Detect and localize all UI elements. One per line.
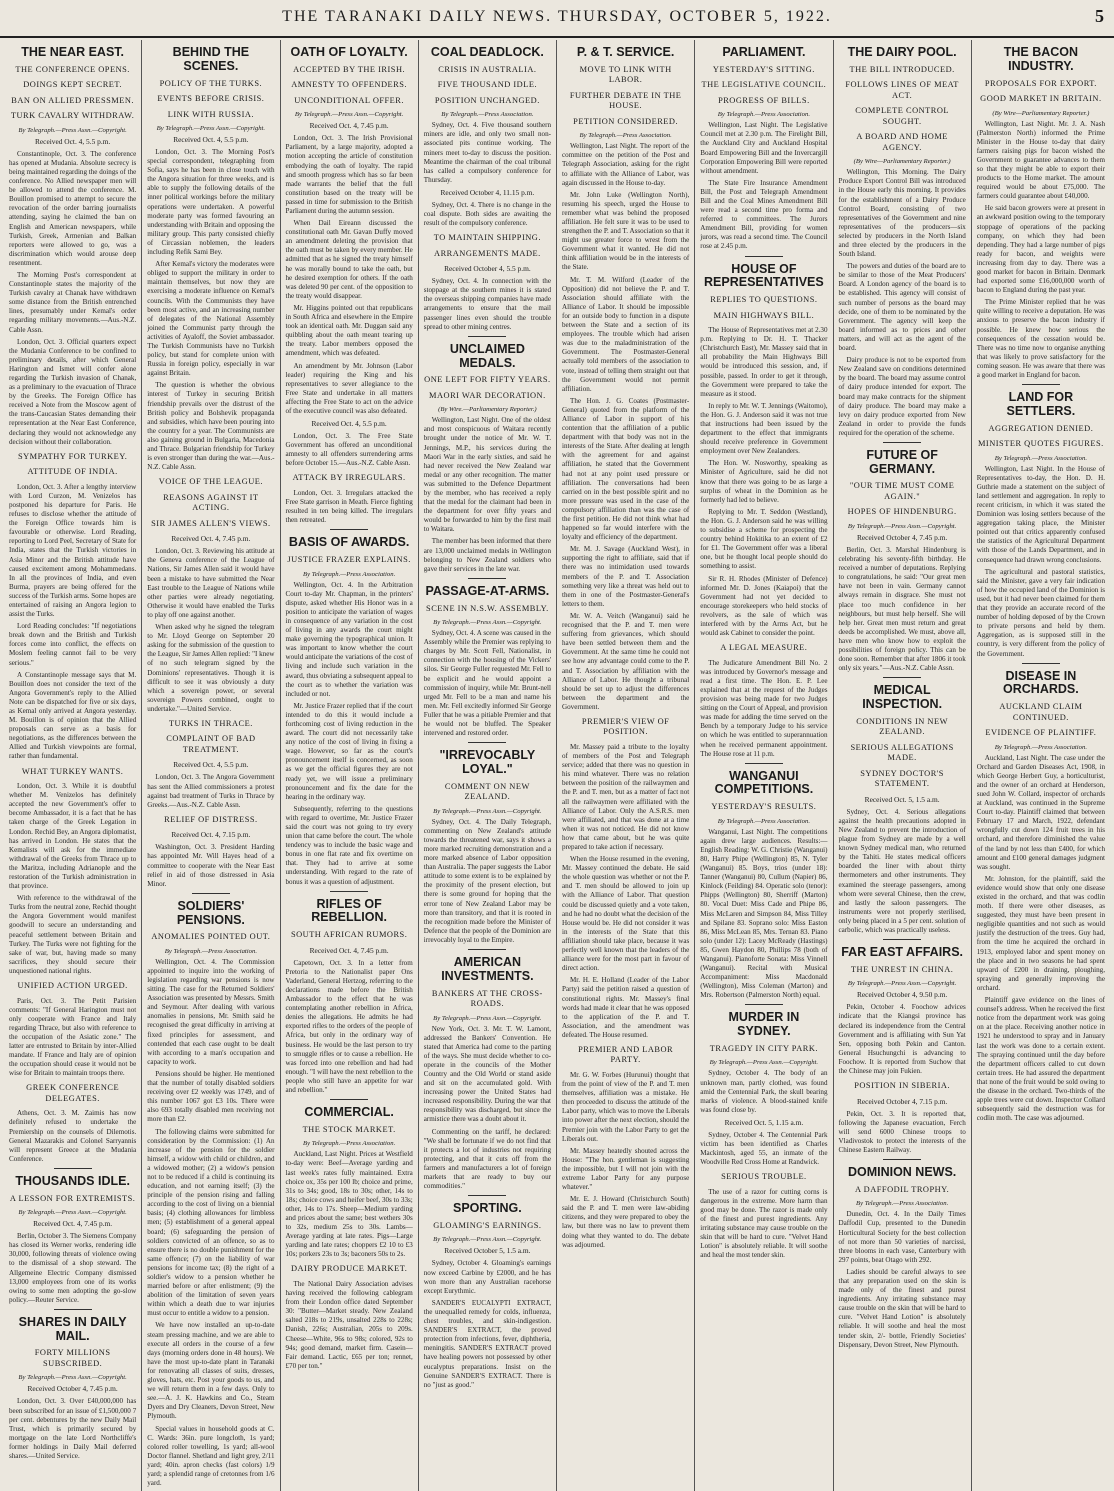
sub-heading: MINISTER QUOTES FIGURES. <box>977 439 1104 449</box>
sub-heading: GOOD MARKET IN BRITAIN. <box>980 94 1102 103</box>
received-line: Received Oct. 4, 7.45 p.m. <box>309 121 389 131</box>
article-headline: AMERICAN INVESTMENTS. <box>441 955 534 983</box>
paragraph: London, Oct. 3. While it is doubtful whether M. Venizelos has definitely accepted the new Government's offer to become Ambassador, it is a fact that he has taken charge of the Greek Legation in London. Rechid Bey, an Angora diplomatist, has arrived in London. He states that the Kemalists will ask for the immediate withdrawal of the Greeks from Thrace up to the Maritza, including Adrianople and the restoration of the Turkish administration in that province. <box>9 782 137 891</box>
received-line: Received Oct. 4, 5.5 p.m. <box>34 136 111 146</box>
divider <box>745 256 783 257</box>
received-line: Received October 4, 7.15 p.m. <box>856 1096 948 1106</box>
paragraph: Sydney, October 4. The Centennial Park victim has been identified as Charles Mackintosh, aged 55, an inmate of the Woodville Red Cross Home at Randwick. <box>700 1130 828 1167</box>
article-headline: DOMINION NEWS. <box>847 1165 957 1180</box>
paragraph: Constantinople, Oct. 3. The conference has opened at Mudania. Absolute secrecy is being maintained regarding the doings of the conference. No Allied newspaper men will be allowed to attend the conference. M. Bouillon promised to attempt to secure the revocation of the order barring journalists attending, saying he claimed the ban on English and American newspapers, while Turkish, Greek, Armenian and Balkan reporters were allowed to go, was a discrimination which would arouse deep resentment. <box>9 149 137 267</box>
article-headline: BASIS OF AWARDS. <box>288 535 410 550</box>
article-headline: THE NEAR EAST. <box>21 45 125 59</box>
paragraph: The powers and duties of the board are to be similar to those of the Meat Producers' Board. A London agency of the board is to be established. This agency will consist of such number of persons as the board may decide, one of them to be nominated by the Government. The agency will keep the board informed as to prices and other matters, and will act as the agent of the board. <box>838 262 966 353</box>
dateline: (By Wire.—Parliamentary Reporter.) <box>438 406 537 414</box>
dateline: By Telegraph.—Press Assn.—Copyright. <box>709 1059 819 1067</box>
paragraph: Commenting on the tariff, he declared: "We shall be fortunate if we do not find that it protects a lot of industries not requiring protecting, and that it cuts off from the farmers and manufacturers a lot of foreign markets that are ready to buy our commodities." <box>423 1127 551 1191</box>
sub-heading: CONDITIONS IN NEW ZEALAND. <box>856 716 949 737</box>
paragraph: With reference to the withdrawal of the Turks from the neutral zone, Rechid thought the Angora Government would manifest goodwill to secure an understanding and peaceful settlement between Britain and Turkey. The Turks were not fighting for the sake of war, but, having made so many sacrifices, they should secure their unquestioned national rights. <box>9 894 137 975</box>
received-line: Received Oct. 4, 7.15 p.m. <box>171 830 251 840</box>
sub-heading: FURTHER DEBATE IN THE HOUSE. <box>569 90 682 111</box>
article-headline: UNCLAIMED MEDALS. <box>449 341 525 370</box>
divider <box>883 1159 921 1160</box>
paragraph: The following claims were submitted for consideration by the Commission: (1) An increase of the pension for the soldier himself, a widow with child or children, and a widowed mother; (2) a widow's pension not to be reduced if a child is continuing its education, and not earning itself; (3) the principle of the pension rising and falling according to the cost of living on a biennial basis; (4) clothing allowances for limbless men; (5) establishment of a general appeal board; (6) safeguarding the pension of soldiers convicted of an offence, so as to ensure there is no double punishment for the same offence; (7) on the liability of war pensions for income tax; (8) the right of a soldier's widow to a pension whether he married before or after enlistment; (9) the abolition of the limitation of seven years within which a death due to war injuries must occur to entitle a widow to a pension. <box>147 1127 275 1318</box>
paragraph: The Judicature Amendment Bill No. 2 was introduced by Governor's message and read a first time. The Hon. E. P. Lee explained that at the request of the Judges provision was being made for two Judges sitting on the Court of Appeal, and provision was made for adding the time served on the Bench by a temporary Judge to his service on which he was entitled to superannuation when he received permanent appointment. The House rose at 11 p.m. <box>700 658 828 758</box>
received-line: Received Oct. 4, 7.45 p.m. <box>309 945 389 955</box>
dateline: By Telegraph.—Press Association. <box>717 817 810 825</box>
sub-heading: YESTERDAY'S SITTING. <box>712 64 815 74</box>
sub-heading: UNIFIED ACTION URGED. <box>17 981 128 991</box>
sub-heading: SCENE IN N.S.W. ASSEMBLY. <box>426 603 549 613</box>
sub-heading: ATTACK BY IRREGULARS. <box>292 473 406 483</box>
paragraph: Dairy produce is not to be exported from New Zealand save on conditions determined by the board. The board may assume control of dairy produce intended for export. The board may make contracts for the shipment of dairy produce. The board may make a levy on dairy produce exported from New Zealand in order to provide the funds required for the operation of the scheme. <box>838 356 966 437</box>
sub-heading: "OUR TIME MUST COME AGAIN." <box>849 481 955 501</box>
sub-heading: COMPLAINT OF BAD TREATMENT. <box>166 734 256 754</box>
sub-heading: COMMENT ON NEW ZEALAND. <box>444 781 530 802</box>
columns-area <box>4 40 1110 1488</box>
sub-heading: HOPES OF HINDENBURG. <box>847 507 957 517</box>
column-6 <box>695 40 833 1491</box>
dateline: (By Wire—Parliamentary Reporter.) <box>853 158 951 166</box>
sub-heading: THE CONFERENCE OPENS. <box>15 64 130 74</box>
column-1 <box>4 40 142 1491</box>
dateline: By Telegraph.—Press Association. <box>164 947 257 955</box>
paragraph: London, Oct. 3. Reviewing his attitude at the Geneva conference of the League of Nations, Sir James Allen said it would have been a mistake to have submitted the Near East trouble to the League of Nations while other parties were already negotiating. Otherwise it would have enabled the Turks to play off one against another. <box>147 547 275 619</box>
article-headline: SPORTING. <box>452 1201 522 1216</box>
paragraph: Mr. Massey heatedly shouted across the House: "The hon. gentleman is suggesting the impossible, but I will not join with the extreme Labor Party for any purpose whatever." <box>562 1146 690 1192</box>
paragraph: Auckland, Last Night. The case under the Orchard and Garden Diseases Act, 1908, in which George Herbert Guy, a horticulturist, and the owner of an orchard at Henderson, sued John W. Collard, inspector of orchards at Auckland, was continued in the Supreme Court to-day. Plaintiff claimed that between February 17 and March, 1922, defendant wrongfully cut down 124 fruit trees in his orchard, and therefore diminished the value of the land by not less than £400, for which amount and £100 general damages judgment was sought. <box>976 753 1105 871</box>
dateline: By Telegraph.—Press Assn.—Copyright. <box>294 111 404 119</box>
sub-heading: ONE LEFT FOR FIFTY YEARS. <box>424 375 551 385</box>
paragraph: London, Oct. 3. Over £40,000,000 has been subscribed for an issue of £1,500,000 7 per cent. debentures by the new Daily Mail Trust, which is primarily secured by mortgage on the late Lord Northcliffe's former holdings in Daily Mail deferred shares.—United Service. <box>9 1397 137 1460</box>
sub-heading: POSITION IN SIBERIA. <box>854 1081 951 1091</box>
dateline: By Telegraph.—Press Association. <box>302 570 396 578</box>
paragraph: A Constantinople message says that M. Bouillon does not consider the text of the Angora Government's reply to the Allied Note can be dispatched for five or six days, as Kemal only arrived at Angora yesterday. M. Bouillon is of opinion that the Allied proposals can serve as a basis for negotiations, as the differences between the Allied and Turkish viewpoints are formal, rather than fundamental. <box>9 670 137 761</box>
sub-heading: POLICY OF THE TURKS. <box>159 78 263 88</box>
paragraph: The House of Representatives met at 2.30 p.m. Replying to Dr. H. T. Thacker (Christchurch East), Mr. Massey said that in all probability the Main Highways Bill would be introduced this session, and, if possible, passed. In order to get it through, the Government were prepared to take the measure as it stood. <box>700 326 828 398</box>
sub-heading: RELIEF OF DISTRESS. <box>164 814 258 824</box>
sub-heading: AUCKLAND CLAIM CONTINUED. <box>999 702 1083 722</box>
paragraph: London, Oct. 3. The Free State Government has offered an unconditional amnesty to all offenders surrendering arms before October 15.—Aus.-N.Z. Cable Assn. <box>285 432 413 468</box>
dateline: By Telegraph.—Press Assn.—Copyright. <box>18 126 127 134</box>
paragraph: London, Oct. 3. Irregulars attacked the Free State garrison in Meath. Fierce fighting resulted in ten being killed. The irregulars then retreated. <box>285 488 413 525</box>
divider <box>330 891 368 892</box>
article-headline: COMMERCIAL. <box>304 1105 394 1120</box>
dateline: By Telegraph.—Press Assn.—Copyright. <box>433 619 542 627</box>
paragraph: New York, Oct. 3. Mr. T. W. Lamont, addressed the Bankers' Convention. He stated that America had come to the parting of the ways. She must decide whether to co-operate in the councils of the Mother Country and the Old World or stand aside and sit on the accumulated gold. With increasing power the United States had increased responsibility. During the war that responsibility was discharged, but since the armistice there was a doubt about it. <box>423 1024 551 1124</box>
paragraph: The Prime Minister replied that he was quite willing to receive a deputation. He was anxious to preserve the bacon industry if possible. He knew how serious the consequences of the cessation would be. There was no time now to organise anything that was likely to prove satisfactory for the coming season. He was aware that there was a good market in England for bacon. <box>976 298 1105 380</box>
column-5 <box>557 40 695 1491</box>
paragraph: Mr. Massey paid a tribute to the loyalty of members of the Post and Telegraph service; added that there was no question in his mind whatever. There was no relation between the position of the railwaymen and the P. and T. men, but as a matter of fact not all the railwaymen were affiliated with the Alliance of Labor. Only the A.S.R.S. men were affiliated, and that was done at a time when it was not noticed. He did not know how that came about, but he was quite prepared to take action if necessary. <box>562 742 690 851</box>
sub-heading: EVENTS BEFORE CRISIS. <box>157 94 265 103</box>
sub-heading: GREEK CONFERENCE DELEGATES. <box>26 1083 120 1103</box>
column-3 <box>281 40 419 1491</box>
paragraph: The member has been informed that there are 13,000 unclaimed medals in Wellington belonging to New Zealand soldiers who gave their services in the late war. <box>423 537 551 573</box>
sub-heading: SERIOUS TROUBLE. <box>721 1172 807 1182</box>
article-headline: SHARES IN DAILY MAIL. <box>18 1314 127 1343</box>
article-headline: PARLIAMENT. <box>722 45 806 59</box>
dateline: By Telegraph.—Press Assn.—Copyright. <box>433 807 542 815</box>
newspaper-title: THE TARANAKI DAILY NEWS. THURSDAY, OCTOBER 5, 1922. <box>282 8 832 25</box>
article-headline: PASSAGE-AT-ARMS. <box>425 583 550 598</box>
dateline: By Telegraph.—Press Assn.—Copyright. <box>156 125 266 132</box>
paragraph: The Hon. W. Nosworthy, speaking as Minister of Agriculture, said he did not know that there was going to be as large a surplus of wheat in the Dominion as he formerly had led to believe. <box>700 459 828 504</box>
paragraph: Mr. T. M. Wilford (Leader of the Opposition) did not believe the P. and T. Association should affiliate with the Alliance of Labor. It should be impossible for an outside body to function in a dispute between the State and a section of its employees. The trouble which had arisen was due to the maladministration of the Government. The Postmaster-General actually told members of the association to vote, instead of telling them straight out that the Government would not permit affiliation. <box>562 275 690 393</box>
divider <box>1022 384 1060 385</box>
paragraph: Wellington, Oct. 4. The Commission appointed to inquire into the working of legislation regarding war pensions is now sitting. The case for the Returned Soldiers' Association was presented by Messrs. Smith and Seymour. After dealing with various anomalies in pensions, Mr. Smith said he recognised the great difficulty in arriving at fixed principles for assessment, and contended that each case ought to be dealt with according to a man's occupation and capacity to work. <box>147 957 275 1066</box>
paragraph: London, Oct. 3. The Morning Post's special correspondent, telegraphing from Sofia, says he has been in close touch with the Angora situation for three weeks, and is able to supply the following details of the inner political workings before the military operations were undertaken. A powerful moderate party was formed favouring an understanding with Britain and opposing the military group. This party consisted chiefly of Circassian noblemen, the leaders including Refik Sami Bey. <box>147 148 275 257</box>
sub-heading: PROGRESS OF BILLS. <box>718 95 810 105</box>
sub-heading: FIVE THOUSAND IDLE. <box>437 80 538 90</box>
sub-heading: THE UNREST IN CHINA. <box>850 964 954 974</box>
divider <box>745 1004 783 1005</box>
paragraph: Mr. G. W. Forbes (Hurunui) thought that from the point of view of the P. and T. men themselves, affiliation was a mistake. He then proceeded to discuss the attitude of the Labor party, which was to move the Liberals into power after the next election, should the Premier join with the Labor Party to get the Liberals out. <box>562 1070 690 1143</box>
paragraph: Sydney, October 4. Gloaming's earnings now exceed Carbine by £2000, and he has won more than any Australian racehorse except Eurythmic. <box>423 1259 551 1295</box>
article-headline: FUTURE OF GERMANY. <box>866 447 938 476</box>
paragraph: SANDER'S EUCALYPTI EXTRACT, the unequalled remedy for colds, influenza, chest troubles, and skin-indigestion. SANDER'S EXTRACT, the proved protection from infections, fever, diphtheria, meningitis. SANDER'S EXTRACT proved have healing powers not possessed by other eucalyptus preparations. Insist on the Genuine SANDER'S EXTRACT. There is no "just as good." <box>423 1298 551 1389</box>
received-line: Received Oct. 5, 1.5 a.m. <box>864 794 940 804</box>
article-headline: LAND FOR SETTLERS. <box>1006 390 1076 418</box>
paragraph: Ladies should be careful always to see that any preparation used on the skin is made only of the finest and purest ingredients. Any irritating substance may cause trouble on the skin that will be hard to cure. "Velvet Hand Lotion" is absolutely reliable. It will soothe and heal the most tender skin, 2/- bottle, Friendly Societies' Dispensary, Devon Street, New Plymouth. <box>838 1267 966 1349</box>
sub-heading: PREMIER'S VIEW OF POSITION. <box>581 716 670 737</box>
sub-heading: MAIN HIGHWAYS BILL. <box>713 310 815 320</box>
sub-heading: THE BILL INTRODUCED. <box>849 64 955 74</box>
received-line: Received Oct. 4, 7.45 p.m. <box>33 1219 113 1229</box>
sub-heading: SIR JAMES ALLEN'S VIEWS. <box>151 518 271 528</box>
sub-heading: UNCONDITIONAL OFFER. <box>294 95 404 105</box>
sub-heading: MAORI WAR DECORATION. <box>429 390 546 400</box>
paragraph: Lord Reading concludes: "If negotiations break down and the British and Turkish forces come into conflict, the effects on Moslem feeling cannot fail to be very serious." <box>9 622 137 667</box>
divider <box>54 1168 92 1169</box>
sub-heading: BANKERS AT THE CROSS-ROADS. <box>431 988 543 1009</box>
sub-heading: TURK CAVALRY WITHDRAW. <box>10 111 135 121</box>
paragraph: The National Dairy Association advises having received the following cablegram from their London office dated September 30: "Butter—Market steady. New Zealand salted 218s to 219s, unsalted 228s to 228s; Danish, 226s; Australian, 205s to 209s. Cheese—White, 96s to 98s; colored, 92s to 94s; good demand, market firm. Casein—Fair demand. Lactic, £65 per ton; rennet, £70 per ton." <box>285 1279 413 1370</box>
sub-heading: PROPOSALS FOR EXPORT. <box>984 78 1097 88</box>
sub-heading: THE STOCK MARKET. <box>302 1124 396 1134</box>
sub-heading: DAIRY PRODUCE MARKET. <box>290 1264 408 1274</box>
paragraph: The Hon. J. G. Coates (Postmaster-General) quoted from the platform of the Alliance of Labor in support of his contention that the affiliation of a public department with that body was not in the interests of the State. After dealing at length with the agreement for and against affiliation, he stated that the Government had not at any point used pressure or affiliation. The conversations had been carried on in the best possible spirit and no more pressure was used in the case of the compulsory affiliation than was the case of the first petition. He did not think what had happened so far would interfere with the loyalty and efficiency of the department. <box>562 396 690 542</box>
paragraph: Sydney, Oct. 4. In connection with the stoppage at the southern mines it is stated the overseas shipping companies have made arrangements to ensure that the mail passenger lines even should the trouble spread to other mining centres. <box>423 277 551 331</box>
article-headline: HOUSE OF REPRESENTATIVES <box>704 261 824 290</box>
paragraph: Mr. Higgins pointed out that republicans in South Africa and elsewhere in the Empire took an identical oath. Mr. Duggan said any quibbling about the oath meant tearing up the treaty. Labor members opposed the amendment, which was defeated. <box>285 303 413 358</box>
sub-heading: REASONS AGAINST IT ACTING. <box>163 492 259 513</box>
column-2 <box>142 40 280 1491</box>
received-line: Received Oct. 4, 5.5 p.m. <box>173 760 249 770</box>
paragraph: Pensions should be higher. He mentioned that the number of totally disabled soldiers receiving over £2 weekly was 1749, and of this number 1067 got £3 10s. There were also 693 totally disabled men receiving not more than £2. <box>147 1069 275 1124</box>
sub-heading: VOICE OF THE LEAGUE. <box>158 477 264 487</box>
received-line: Received Oct. 4, 5.5 p.m. <box>173 135 249 144</box>
dateline: By Telegraph.—Press Association. <box>441 111 534 119</box>
paragraph: Paris, Oct. 3. The Petit Parisien comments: "If General Harington must not only cooperate with France and Italy regarding Thrace, but also with reference to the occupation of the Asiatic zone." The latter are entrusted to Britain by inter-Allied mandate. If France and Italy are of opinion the occupation should cease it would not be wise for Britain to maintain troops there. <box>9 996 137 1078</box>
sub-heading: AMNESTY TO OFFENDERS. <box>291 80 407 90</box>
paragraph: Pekin, Oct. 3. It is reported that, following the Japanese evacuation, Ferch will send 6000 Chinese troops to Vladivostok to protect the interests of the Chinese Eastern Railway. <box>838 1109 966 1154</box>
paragraph: London, Oct. 3. After a lengthy interview with Lord Curzon, M. Venizelos has postponed his departure for Paris. He refuses to disclose whether the attitude of the Foreign Office towards him is favourable or otherwise. Lord Reading, reporting to Lord Peel, Secretary of State for India, states that the Turkish victories in Asia Minor and the British attitude have caused excitement among Mohammedans. In all the provinces of India, and even Burma, prayers are being offered for the success of the Turkish arms. Some hopes are entertained of raising an Angora legion to assist the Turks. <box>9 482 137 619</box>
sub-heading: WHAT TURKEY WANTS. <box>21 766 124 776</box>
sub-heading: AGGREGATION DENIED. <box>988 423 1094 433</box>
article-headline: WANGANUI COMPETITIONS. <box>714 768 814 797</box>
received-line: Received Oct. 4, 5.5 p.m. <box>311 419 387 429</box>
received-line: Received October 5, 1.5 a.m. <box>444 1246 531 1256</box>
article-headline: THOUSANDS IDLE. <box>15 1173 130 1188</box>
divider <box>468 742 506 743</box>
dateline: (By Wire—Parliamentary Reporter.) <box>992 109 1090 117</box>
paragraph: Wanganui, Last Night. The competitions again drew large audiences. Results:— English Reading: W. G. Christie (Wanganui) 80, Harry Phipe (Wellington) 85, N. Tyler (Wanganui) 85. Boys, trios (under 18): Tanner (Wanganui) 80, Cullum (Napier) 86, Kinlock (Feilding) 84. Operatic solo (tenor): Phipps (Wellington) 80, Sherriff (Marton) 80. Vocal Duet: Miss Cade and Phipe 86, Miss McLaren and Simpson 84, Miss Tilley and Spilane 83. Soprano solo: Miss Easton 86, Miss McLean 85, Mrs. Ternan 83. Piano solo (under 12): Lacey McReady (Hastings) 85, Gwen Haydon 80, Phillips 78 (both of Wanganui). Pianoforte Sonata: Miss Vinnell (Wanganui). Recital with Musical Accompaniment: Miss Macdonald (Wellington), Miss Coleman (Marton) and Mrs. Robertson (Palmerston North) equal. <box>700 827 828 1000</box>
paragraph: When Dail Eireann discussed the constitutional oath Mr. Gavan Duffy moved an amendment deleting the provision that the oath must be taken by every member. He admitted that as he signed the treaty himself he was morally bound to take the oath, but he desired exemption for others. If the oath was deleted 90 per cent. of the opposition to the treaty would disappear. <box>285 219 413 300</box>
sub-heading: TURKS IN THRACE. <box>168 718 253 728</box>
paragraph: Wellington, Last Night. Mr. J. A. Nash (Palmerston North) informed the Prime Minister in the House to-day that dairy farmers raising pigs for bacon wished the Government to guarantee advances to them so that they might be able to export their products to the Home market. The amount required would be about £75,000. The farmers could guarantee about £40,000. <box>976 119 1105 201</box>
sub-heading: A DAFFODIL TROPHY. <box>855 1184 950 1194</box>
received-line: Received Oct. 4, 7.45 p.m. <box>171 534 251 544</box>
paragraph: London, Oct. 3. The Irish Provisional Parliament, by a large majority, adopted a motion accepting the article of constitution embodying the oath of loyalty. The rapid and smooth progress which has so far been made warrants the belief that the full constitution based on the treaty will be passed in time for submission to the British Parliament during the autumn session. <box>285 134 413 215</box>
paragraph: The use of a razor for cutting corns is dangerous in the extreme. More harm than good may be done. The razor is made only of the finest and purest ingredients. Any irritating substance may cause trouble on the skin that will be hard to cure. "Velvet Hand Lotion" is absolutely reliable. It will soothe and heal the most tender skin. <box>700 1187 828 1260</box>
dateline: By Telegraph.—Press Assn.—Copyright. <box>18 1209 127 1217</box>
paragraph: Wellington, Last Night. The Legislative Council met at 2.30 p.m. The Firelight Bill, the Auckland City and Auckland Hospital Board Empowering Bill and the Invercargill Corporation Empowering Bill were reported without amendment. <box>700 121 828 175</box>
paragraph: London, Oct. 3. Official quarters expect the Mudania Conference to be confined to preliminary details, after which General Harington and Ismet will confer alone regarding the Turkish invasion of Chanak, as a preliminary to the evacuation of Thrace by the Greeks. The Foreign Office has received a Note from the Moscow agent of the trans-Caucasian States demanding their representation at the Near East Conference, declaring they would not acknowledge any decision without their collaboration. <box>9 337 137 446</box>
paragraph: After Kemal's victory the moderates were obliged to support the military in order to maintain themselves, but now they are exercising a moderate influence on Kemal's councils. With the Communists they have been most active, and an increasing number of delegates of the National Assembly joined the Communist party through the activities of Ayaloff, the Soviet ambassador. The Turkish Communists have no Turkish policy, but stand for complete union with Russia in foreign policy, especially in war against Britain. <box>147 260 275 378</box>
article-headline: BEHIND THE SCENES. <box>172 45 250 73</box>
paragraph: Sydney, Oct. 4. A scene was caused in the Assembly while the Premier was replying to charges by Mr. Scott Fell, Nationalist, in connection with the housing of the Vickers' silos. Sir George Fuller requested Mr. Fell to be explicit and he would appoint a commission of inquiry, while Mr. Brunt-nell urged Mr. Fell to be a man and name his men. Mr. Fell excitedly informed Sir George Fuller that he was a pitiable Premier and that he would not be bluffed. The Speaker intervened and restored order. <box>423 629 552 738</box>
paragraph: Berlin, Oct. 3. Marshal Hindenburg is celebrating his seventy-fifth birthday. He received a number of deputations. Replying to congratulations, he said: "Our great men have not been in vain. Germany cannot always remain in disgrace. She must not place too much confidence in her neighbours, but must help herself. She will help her. Great men must return and great deeds be accomplished. We must, above all, have men who know how to exploit the possibilities of foreign policy. This can be done soon. Remember that after 1806 it took only six years."—Aus.-N.Z. Cable Assn. <box>838 545 966 673</box>
divider <box>468 949 506 950</box>
article-headline: MURDER IN SYDNEY. <box>728 1010 800 1039</box>
divider <box>883 677 921 678</box>
paragraph: Mr. John Luke (Wellington North), resuming his speech, urged the House to remember what was behind the proposed affiliation. He felt sure it was to be used to strengthen the P. and T. Association so that it might use greater force to wrest from the Government what it wanted. He did not think affiliation would be in the interests of the State. <box>562 190 690 272</box>
paragraph: Dunedin, Oct. 4. In the Daily Times Daffodil Cup, presented to the Dunedin Horticultural Society for the best collection of not more than 50 varieties of narcissi, three blooms in each vase, Canterbury with 297 points, beat Otago with 292. <box>838 1210 966 1264</box>
paragraph: Mr. W. A. Veitch (Wanganui) said he recognised that the P. and T. men were suffering from grievances, which should have been settled between them and the Government. At the same time he could not see how any advantage could come to the P. and T. Association by affiliation with the Alliance of Labor. He thought a tribunal should be set up to adjust the differences between the department and the Government. <box>562 611 690 711</box>
paragraph: Athens, Oct. 3. M. Zaimis has now definitely refused to undertake the Premiership on the counsels of Dilemotis. General Mazarakis and Colonel Sarryannis will represent Greece at the Mudania Conference. <box>9 1109 137 1163</box>
paragraph: Sir R. H. Rhodes (Minister of Defence) informed Mr. D. Jones (Kaiapoi) that the Government had not yet decided to encourage storekeepers who held stocks of revolvers, as the sale of which was interfered with by the Arms Act, but he would ask Cabinet to consider the point. <box>700 574 828 638</box>
sub-heading: TO MAINTAIN SHIPPING. <box>433 233 541 243</box>
sub-heading: ATTITUDE OF INDIA. <box>27 467 118 477</box>
paragraph: Sydney, October 4. The body of an unknown man, partly clothed, was found amid the Centennial Park, the skull bearing marks of violence. A blood-stained knife was found close by. <box>700 1069 828 1114</box>
column-8 <box>972 40 1110 1491</box>
paragraph: Washington, Oct. 3. President Harding has appointed Mr. Will Hayes head of a committee to cooperate with the Near East relief in aid of those distressed in Asia Minor. <box>147 843 275 888</box>
paragraph: When the House resumed in the evening, Mr. Massey continued the debate. He said the whole question was whether or not the P. and T. men should be allowed to join up with the Alliance of Labor. That question could be discussed quietly and a vote taken, and he had no doubt what the decision of the House would be. He did not consider it was in the interests of the State that this affiliation should take place, because it was perfectly well known that the leaders of the alliance were for the most part in favour of direct action. <box>562 855 690 973</box>
paragraph: Wellington, Last Night. One of the oldest and most conspicuous of Waitara recently brought under the notice of Mr. W. T. Jennings, M.P., his services during the Maori War in the early sixties, and said he had never received the New Zealand war medal or any other recognition. The matter was submitted to the Defence Department by the member, who has received a reply that the medal for the claimant had been in the department for over fifty years and would be forwarded to him by the first mail to Waitara. <box>423 416 551 534</box>
article-headline: THE BACON INDUSTRY. <box>1003 45 1079 73</box>
received-line: Received October 4, 5.5 p.m. <box>444 264 531 274</box>
sub-heading: SERIOUS ALLEGATIONS MADE. <box>850 742 954 763</box>
paragraph: Subsequently, referring to the questions with regard to overtime, Mr. Justice Frazer said the court was not going to try every union that came before the court. The whole tendency was to include the basic wage and bonus in one flat rate and fix overtime on that. They had to arrive at some understanding. With regard to the rate of bonus it was a question of adjustment. <box>285 804 413 886</box>
dateline: By Telegraph.—Press Assn.—Copyright. <box>433 1236 542 1244</box>
paragraph: The agricultural and pastoral statistics, said the Minister, gave a very fair indication of how the occupied land of the Dominion is used, but it had never been claimed for them that they provide an accurate record of the number of holding deposed of by the Crown to private persons and held by them. Aggregation, as is supposed still in the country, is very different from the policy of the Government. <box>976 567 1105 658</box>
sub-heading: COMPLETE CONTROL SOUGHT. <box>855 106 950 126</box>
article-headline: "IRREVOCABLY LOYAL." <box>439 748 536 776</box>
paragraph: The Morning Post's correspondent at Constantinople states the majority of the Turkish cavalry at Chanak have withdrawn some distance from the British entrenched lines, presumably under Kemal's order regarding military movements.—Aus.-N.Z. Cable Assn. <box>9 270 137 334</box>
paragraph: Replying to Mr. T. Seddon (Westland), the Hon. G. J. Anderson said he was willing to subsidise a scheme for prospecting the country behind Hokitika to an extent of £2 for £1. The Government offer was a liberal one, but he thought local people should do something to assist. <box>700 507 828 571</box>
paragraph: Special values in household goods at C. C. Wards: 36in. pure longcloth, 1s yard; colored roller towelling, 1s yard; all-wool Doctor flannel. Shetland and light grey, 2/11 yard; 40in. apron checks (fast colors) 1/9 yard; a splendid range of cretonnes from 1/6 yard. <box>147 1424 275 1488</box>
article-headline: P. & T. SERVICE. <box>576 45 675 59</box>
divider <box>883 442 921 443</box>
sub-heading: ANOMALIES POINTED OUT. <box>151 932 271 942</box>
sub-heading: GLOAMING'S EARNINGS. <box>433 1220 542 1230</box>
sub-heading: BAN ON ALLIED PRESSMEN. <box>11 95 134 105</box>
sub-heading: EVIDENCE OF PLAINTIFF. <box>985 728 1097 738</box>
sub-heading: FORTY MILLIONS SUBSCRIBED. <box>34 1348 111 1368</box>
masthead <box>0 0 1114 38</box>
divider <box>745 763 783 764</box>
paragraph: Wellington, This Morning. The Dairy Produce Export Control Bill was introduced in the House early this morning. It provides for the establishment of a Dairy Produce Control Board, consisting of two representatives of the Government and nine representatives of the producers—six selected by producers in the North Island and three elected by the producers in the South Island. <box>838 168 966 259</box>
dateline: By Telegraph.—Press Assn.—Copyright. <box>847 980 957 988</box>
received-line: Received October 4, 9.50 p.m. <box>856 990 948 1000</box>
article-headline: MEDICAL INSPECTION. <box>862 683 943 712</box>
article-headline: SOLDIERS' PENSIONS. <box>176 898 245 927</box>
sub-heading: JUSTICE FRAZER EXPLAINS. <box>287 555 411 565</box>
article-headline: DISEASE IN ORCHARDS. <box>1003 668 1079 697</box>
paragraph: In reply to Mr. W. T. Jennings (Waitomo), the Hon. G. J. Anderson said it was not true that instructions had been issued by the department to the effect that immigrants should receive preference in Government employment over New Zealanders. <box>700 401 828 456</box>
sub-heading: A LESSON FOR EXTREMISTS. <box>9 1193 136 1203</box>
paragraph: Mr. M. J. Savage (Auckland West), in supporting the right to affiliate, said that if there was no intimidation used towards members of the P. and T. Association something very like a threat was held out to them in one of the Postmaster-General's letters to them. <box>562 545 690 608</box>
page-number: 5 <box>1095 6 1104 26</box>
article-headline: THE DAIRY POOL. <box>847 45 957 59</box>
paragraph: When asked why he signed the telegram to Mr. Lloyd George on September 20 asking for the submission of the question to the League, Sir James Allen replied: "I knew of no such telegram signed by the Dominions' representatives. Though it is difficult to see it was obviously a duty which a sovereign power, or several sovereign Powers combined, ought to undertake."—United Service. <box>147 623 275 713</box>
paragraph: He said bacon growers were at present in an awkward position owing to the temporary stoppage of operations of the packing company, on which they had been depending. They had a large number of pigs ready for bacon, and weights were increasing from day to day. There was a good market for bacon in Britain. Denmark had exported some £16,000,000 worth of bacon to England during the past year. <box>976 204 1105 295</box>
paragraph: Sydney, Oct. 4. Five thousand southern miners are idle, and only two small non-associated pits continue working. The miners meet to-day to discuss the position. Meantime the chairman of the coal tribunal has called a compulsory conference for Thursday. <box>423 121 551 184</box>
divider <box>192 893 230 894</box>
paragraph: An amendment by Mr. Johnson (Labor leader) requiring the King and his representatives to sever allegiance to the Free State and undertake in all matters affecting the Free State to act on the advice of the executive council was also defeated. <box>285 361 413 415</box>
paragraph: Auckland, Last Night. Prices at Westfield to-day were: Beef—Average yarding and last week's rates fully maintained. Extra choice ox, 35s per 100 lb; choice and prime, 31s to 34s; good, 18s to 30s; other, 14s to 18s; choice cows and heifer beef, 30s to 33s; other, 14s to 17s. Sheep—Medium yarding and prices about the same; best wethers 30s to 32s, medium 25s to 30s. Lambs—Average yarding at late rates. Pigs—Large yarding and late rates; choppers £2 10 to £3 10s; porkers 23s to 3s; baconers 50s to 2s. <box>285 1150 413 1259</box>
paragraph: We have now installed an up-to-date steam pressing machine, and we are able to execute all orders in the course of a few days (morning orders done in 48 hours). We have the most up-to-date plant in Taranaki for renovating all classes of suits, dresses, gloves, hats, etc. Post your goods to us, and we will return them in a few days. Only to see.—A. J. K. Hawkins and Co., Steam Dyers and Dry Cleaners, Devon Street, New Plymouth. <box>147 1321 275 1421</box>
sub-heading: SYDNEY DOCTOR'S STATEMENT. <box>860 768 944 789</box>
received-line: Received Oct. 5, 1.15 a.m. <box>724 1117 804 1127</box>
column-4 <box>419 40 557 1491</box>
paragraph: Capetown, Oct. 3. In a letter from Pretoria to the Nationalist paper Ons Vaderland, General Hertzog, referring to the declarations made before the British Ambassador to the effect that he was contemplating another rebellion in Africa, denies the allegations. He admits he had exported rifles to the orders of the people of Africa, but only in the ordinary way of business. He would be the last person to try to smuggle rifles or to cause a rebellion. He was forced into one rebellion and had had enough. "I will have the next rebellion to the people who still have an appetite for war and rebellion." <box>285 958 413 1094</box>
sub-heading: REPLIES TO QUESTIONS. <box>710 295 818 305</box>
sub-heading: A BOARD AND HOME AGENCY. <box>856 132 948 152</box>
sub-heading: A LEGAL MEASURE. <box>720 643 808 653</box>
paragraph: Sydney, Oct. 4. Serious allegations against the health precautions adopted in New Zealand to prevent the introduction of plague from Sydney are made by a well known Sydney medical man, who returned by the Tahiti. He states medical officers boarded the liner with about thirty thermometers and other instruments. They examined the steerage passengers, among whom were several Chinese, then the crew, and lastly the saloon passengers. The instruments were not properly sterilised, only being placed in a 5 per cent. solution of carbolic, which was practically useless. <box>838 807 966 934</box>
dateline: By Telegraph.—Press Association. <box>717 111 810 119</box>
paragraph: Pekin, October 4. Foochow advices indicate that the Kiangsi province has declared its independence from the Central Government and is affiliating with Sun Yat Sen, opposing both Pekin and Canton. General Hsuchungchi is advancing to Foochow. It is reported from Suchow that the Chinese may join Fukien. <box>838 1003 966 1075</box>
paragraph: Sydney, Oct. 4. There is no change in the coal dispute. Both sides are awaiting the result of the compulsory conference. <box>423 200 551 228</box>
paragraph: Sydney, Oct. 4. The Daily Telegraph, commenting on New Zealand's attitude towards the threatened war, says it shows a more marked recruiting demonstration and a more marked absence of Labor opposition than Australia. The paper suggests the Labor attitude to some extent is to be explained by the proximity of the present election, but there is some ground for hoping that the error tone of New Zealand Labor may be more than transitory, and that it is rooted in the recognition made before the Minister of Defence that the people of the Dominion are irrevocably loyal to the Empire. <box>423 817 551 944</box>
paragraph: Mr. H. E. Holland (Leader of the Labor Party) said the petition raised a question of constitutional rights. Mr. Massey's final words had made it clear that he was opposed to the application of the P. and T. Association, and the amendment was defeated. The House resumed. <box>562 976 690 1039</box>
sub-heading: LINK WITH RUSSIA. <box>167 109 255 119</box>
dateline: By Telegraph.—Press Association. <box>994 454 1087 462</box>
sub-heading: POSITION UNCHANGED. <box>434 95 540 105</box>
paragraph: Wellington, Oct. 4. In the Arbitration Court to-day Mr. Chapman, in the printers' dispute, asked whether His Honor was in a position to anticipate the variation of wages in consequence of any variation in the cost of living in any awards the court might make governing the typographical union. It was important to know whether the court would anticipate the variations of the cost of living and include such variation in the award, thus obviating a subsequent appeal to the court as to whether the variation was included or not. <box>285 580 413 698</box>
article-headline: FAR EAST AFFAIRS. <box>841 945 963 960</box>
received-line: Received October 4, 7.45 p.m. <box>856 532 948 542</box>
dateline: By Telegraph.—Press Association. <box>302 1140 396 1148</box>
article-headline: COAL DEADLOCK. <box>430 45 544 59</box>
divider <box>1022 663 1060 664</box>
paragraph: London, Oct. 3. The Angora Government has sent the Allied commissioners a protest against bad treatment of Turks in Thrace by Greeks.—Aus.-N.Z. Cable Assn. <box>147 773 275 809</box>
sub-heading: PREMIER AND LABOR PARTY. <box>578 1044 674 1065</box>
sub-heading: ARRANGEMENTS MADE. <box>434 248 541 258</box>
paragraph: Mr. Johnston, for the plaintiff, said the evidence would show that only one disease existed in the orchard, and that was codlin moth. If there were other diseases, as suggested, they must have been present in negligible quantities and not such as would justify the destruction of the trees. Guy had, from the time he acquired the orchard in 1913, employed labor and spent money on the place and in two seasons he had spent upward of £200 in draining, ploughing, spraying and generally improving the orchard. <box>976 874 1105 992</box>
sub-heading: SYMPATHY FOR TURKEY. <box>17 451 128 461</box>
paragraph: Plaintiff gave evidence on the lines of counsel's address. When he received the first notice from the department work was going on at the place. Receiving another notice in 1921 he understood to spray and in January last the work was done to a certain extent. The spraying continued until the day before the department officers called to cut down certain trees. He had assured the department that none of the fruit would be sold owing to the disease in the orchard. Two-thirds of the apple trees were cut down. Inspector Collard subsequently said the destruction was for codlin moth. The case was adjourned. <box>976 996 1105 1123</box>
sub-heading: YESTERDAY'S RESULTS. <box>711 802 817 812</box>
paragraph: Berlin, October 3. The Siemens Company has closed its Werner works, rendering idle 30,000, following threats of violence owing to the dismissal of a shop steward. The Allgemeine Electric Company dismissed 13,000 employees from one of its works owing to some men adopting the go-slow policy.—Reuter Service. <box>9 1232 137 1304</box>
received-line: Received October 4, 7.45 p.m. <box>27 1384 118 1394</box>
sub-heading: PETITION CONSIDERED. <box>573 116 679 126</box>
dateline: By Telegraph.—Press Association. <box>994 743 1087 751</box>
sub-heading: TRAGEDY IN CITY PARK. <box>709 1043 818 1053</box>
divider <box>468 1195 506 1196</box>
divider <box>468 336 506 337</box>
dateline: By Telegraph.—Press Association. <box>579 132 672 140</box>
sub-heading: DOINGS KEPT SECRET. <box>23 80 122 90</box>
sub-heading: ACCEPTED BY THE IRISH. <box>293 64 406 74</box>
sub-heading: SOUTH AFRICAN RUMORS. <box>290 930 408 940</box>
paragraph: The question is whether the obvious interest of Turkey in securing British friendship prevails over the distrust of the British policy and Bolshevik propaganda and subsidies, which have been pouring into the country for a year. The Communists are also gaining ground in Bulgaria, Macedonia and Thrace. Bulgarian friendship for Turkey is even stronger than during the war.—Aus.-N.Z. Cable Assn. <box>147 381 275 472</box>
divider <box>330 1099 368 1100</box>
received-line: Received October 4, 11.15 p.m. <box>440 187 535 197</box>
paragraph: The State Fire Insurance Amendment Bill, the Post and Telegraph Amendment Bill and the Coal Mines Amendment Bill were read a second time pro forma and referred to committees. The Jurors Amendment Bill, providing for women jurors, was read a second time. The Council rose at 2.45 p.m. <box>700 178 828 251</box>
divider <box>883 939 921 940</box>
sub-heading: THE LEGISLATIVE COUNCIL. <box>701 80 827 90</box>
divider <box>330 529 368 530</box>
dateline: By Telegraph.—Press Assn.—Copyright. <box>18 1374 127 1382</box>
dateline: By Telegraph.—Press Assn.—Copyright. <box>433 1014 542 1022</box>
divider <box>54 1309 92 1310</box>
dateline: By Telegraph.—Press Assn.—Copyright. <box>847 522 957 530</box>
dateline: By Telegraph.—Press Association. <box>855 1200 949 1208</box>
article-headline: RIFLES OF REBELLION. <box>311 896 387 925</box>
paragraph: Wellington, Last Night. The report of the committee on the petition of the Post and Telegraph Association, asking for the right to affiliate with the Alliance of Labor, was again discussed in the House to-day. <box>562 142 690 187</box>
article-headline: OATH OF LOYALTY. <box>290 45 408 59</box>
sub-heading: CRISIS IN AUSTRALIA. <box>438 64 537 74</box>
column-7 <box>834 40 972 1491</box>
paragraph: Wellington, Last Night. In the House of Representatives to-day, the Hon. D. H. Guthrie made a statement on the subject of land settlement and aggregation. In reply to recent criticism, in which it was stated the Dominion was losing settlers because of the aggregation taking place, the Minister pointed out that critics apparently confused the statistics of the Agricultural Department with those of the Lands Department, and in consequence had drawn wrong conclusions. <box>976 464 1105 564</box>
sub-heading: MOVE TO LINK WITH LABOR. <box>579 64 672 85</box>
paragraph: Mr. E. J. Howard (Christchurch South) said the P. and T. men were law-abiding citizens, and they were prepared to obey the law, but there was no law to prevent them doing what they wanted to do. The debate was adjourned. <box>562 1195 690 1249</box>
divider <box>468 578 506 579</box>
sub-heading: FOLLOWS LINES OF MEAT ACT. <box>845 80 959 100</box>
paragraph: Mr. Justice Frazer replied that if the court intended to do this it would include a forthcoming cost of living reduction in the award. The court did not necessarily take any notice of the cost of living in fixing a wage. However, so far as the court's pronouncement itself is concerned, as soon as we get the official figures they are not ready yet, we will issue a preliminary pronouncement and fix the date for the hearing in the ordinary way. <box>285 701 413 801</box>
